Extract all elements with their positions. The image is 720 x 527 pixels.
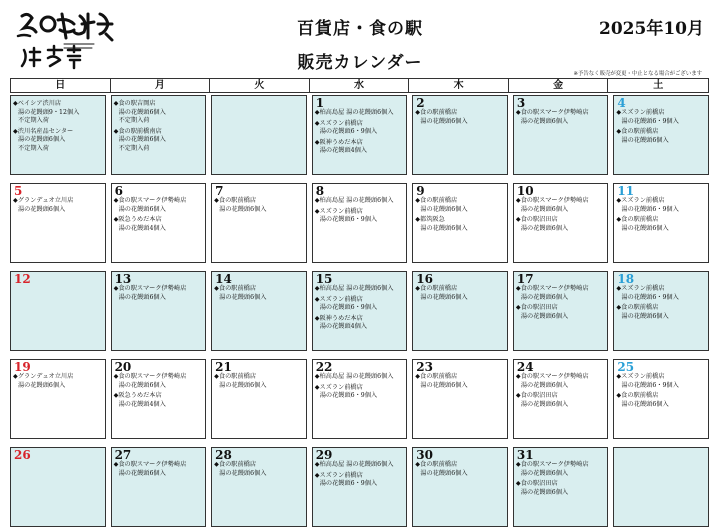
store-name: ◆食の駅吉岡店 xyxy=(113,100,156,107)
store-name: ◆グランデュオ立川店 xyxy=(13,197,74,204)
product-info: 湯の花饅頭6個入 xyxy=(118,108,166,116)
sales-entry xyxy=(315,472,405,489)
sales-entry xyxy=(415,109,505,126)
empty-cell xyxy=(10,95,106,175)
sales-entry xyxy=(315,296,405,313)
day-cell-16 xyxy=(412,271,508,351)
day-number: 26 xyxy=(14,448,31,462)
store-name: ◆食の駅沼田店 xyxy=(515,392,558,400)
store-name: ◆食の駅前橋南店 xyxy=(113,127,162,135)
store-name: ◆食の駅沼田店 xyxy=(515,216,558,224)
product-info: 湯の花饅頭6個入 xyxy=(420,293,468,301)
product-info: 湯の花饅頭6個入 xyxy=(219,469,267,477)
day-number: 6 xyxy=(114,184,123,198)
product-info: 湯の花饅頭6個入 xyxy=(520,293,569,301)
store-name: ◆食の駅スマーク伊勢崎店 xyxy=(113,285,187,292)
store-name: ◆食の駅スマーク伊勢崎店 xyxy=(113,461,187,468)
store-name: ◆食の駅前橋店 xyxy=(616,216,659,224)
store-name: ◆柏高島屋 湯の花饅頭6個入 xyxy=(314,461,394,468)
day-number: 31 xyxy=(516,448,534,462)
product-info: 湯の花饅頭6個入 xyxy=(621,136,669,144)
weekday-thu: 木 xyxy=(409,79,509,92)
product-info: 湯の花饅頭6個入 xyxy=(621,224,669,232)
day-cell-9 xyxy=(412,183,508,263)
sales-entry xyxy=(114,197,204,214)
product-info: 不定期入荷 xyxy=(18,117,49,125)
sales-entry xyxy=(315,461,405,470)
store-name: ◆食の駅前橋店 xyxy=(214,373,257,380)
notice-text: ※予告なく販売が変更・中止となる場合がございます xyxy=(573,71,702,77)
product-info: 湯の花饅頭6個入 xyxy=(118,293,166,301)
sales-entry xyxy=(315,208,405,225)
store-name: ◆食の駅前橋店 xyxy=(616,392,659,400)
sales-entry xyxy=(415,373,505,390)
day-cell-20 xyxy=(111,359,207,439)
product-info: 湯の花饅頭6個入 xyxy=(420,469,468,477)
day-cell-10 xyxy=(513,183,609,263)
sales-entry xyxy=(516,216,606,233)
sales-entry xyxy=(114,285,204,302)
product-info: 湯の花饅頭6・9個入 xyxy=(319,392,378,400)
product-info: 湯の花饅頭6個入 xyxy=(420,224,468,232)
sales-entry xyxy=(114,392,204,409)
store-name: ◆食の駅前橋店 xyxy=(616,304,659,312)
sales-entry xyxy=(616,392,706,409)
product-info: 湯の花饅頭6個入 xyxy=(520,117,569,125)
product-info: 湯の花饅頭6個入 xyxy=(420,381,468,389)
day-number: 27 xyxy=(114,448,132,462)
product-info: 湯の花饅頭6個入 xyxy=(520,381,569,389)
day-cell-11 xyxy=(613,183,709,263)
day-cell-30 xyxy=(412,447,508,527)
store-name: ◆食の駅前橋店 xyxy=(616,128,659,136)
day-number: 3 xyxy=(516,96,526,110)
day-cell-25 xyxy=(613,359,709,439)
sales-entry xyxy=(315,384,405,401)
store-name: ◆阪神うめだ本店 xyxy=(314,138,363,146)
product-info: 湯の花饅頭6個入 xyxy=(520,312,569,320)
store-name: ◆食の駅前橋店 xyxy=(214,285,257,292)
store-name: ◆スズラン前橋店 xyxy=(314,295,363,303)
product-info: 湯の花饅頭6個入 xyxy=(118,136,166,144)
day-number: 18 xyxy=(617,272,635,286)
product-info: 湯の花饅頭6個入 xyxy=(18,205,66,213)
product-info: 湯の花饅頭6個入 xyxy=(420,205,468,213)
store-name: ◆グランデュオ立川店 xyxy=(13,373,74,380)
store-name: ◆スズラン前橋店 xyxy=(616,285,665,292)
day-number: 24 xyxy=(516,360,534,374)
sales-entry xyxy=(516,109,606,126)
day-cell-3 xyxy=(513,95,609,175)
store-name: ◆スズラン前橋店 xyxy=(314,383,363,391)
sales-entry xyxy=(516,392,606,409)
day-cell-31 xyxy=(513,447,609,527)
product-info: 湯の花饅頭6個入 xyxy=(219,381,267,389)
day-cell-27 xyxy=(111,447,207,527)
sales-entry xyxy=(315,315,405,332)
sales-entry xyxy=(616,304,706,321)
store-name: ◆ベイシア渋川店 xyxy=(13,100,62,107)
product-info: 湯の花饅頭4個入 xyxy=(118,224,166,232)
store-name: ◆食の駅スマーク伊勢崎店 xyxy=(515,285,589,292)
product-info: 湯の花饅頭6・9個入 xyxy=(319,216,378,224)
store-name: ◆食の駅沼田店 xyxy=(515,304,558,312)
product-info: 湯の花饅頭4個入 xyxy=(319,147,367,155)
sales-entry xyxy=(415,197,505,214)
store-name: ◆柏高島屋 湯の花饅頭6個入 xyxy=(314,109,394,116)
product-info: 湯の花饅頭6・9個入 xyxy=(621,205,679,213)
sales-entry xyxy=(315,373,405,382)
day-number: 8 xyxy=(315,184,325,198)
product-info: 湯の花饅頭6個入 xyxy=(420,117,468,125)
empty-cell xyxy=(613,447,709,527)
sales-entry xyxy=(214,461,304,478)
product-info: 湯の花饅頭6個入 xyxy=(621,312,669,320)
sales-entry xyxy=(13,128,103,154)
store-name: ◆食の駅前橋店 xyxy=(415,285,458,292)
day-cell-8 xyxy=(312,183,408,263)
product-info: 湯の花饅頭4個入 xyxy=(118,400,166,408)
day-number: 30 xyxy=(416,448,433,462)
store-name: ◆食の駅前橋店 xyxy=(214,197,257,204)
sales-entry xyxy=(616,128,706,145)
store-name: ◆食の駅スマーク伊勢崎店 xyxy=(515,373,589,380)
day-cell-19 xyxy=(10,359,106,439)
store-name: ◆食の駅スマーク伊勢崎店 xyxy=(113,373,187,380)
store-name: ◆食の駅スマーク伊勢崎店 xyxy=(515,197,589,204)
day-number: 17 xyxy=(516,272,534,286)
day-cell-23 xyxy=(412,359,508,439)
calendar-title: 販売カレンダー xyxy=(297,53,423,73)
sales-entry xyxy=(315,139,405,156)
sales-entry xyxy=(315,197,405,206)
day-cell-17 xyxy=(513,271,609,351)
product-info: 湯の花饅頭6・9個入 xyxy=(319,480,378,488)
day-cell-21 xyxy=(211,359,307,439)
product-info: 湯の花饅頭6個入 xyxy=(219,293,267,301)
product-info: 湯の花饅頭9・12個入 xyxy=(18,108,80,116)
day-cell-18 xyxy=(613,271,709,351)
store-name: ◆都筑阪急 xyxy=(415,216,445,224)
product-info: 湯の花饅頭6個入 xyxy=(18,136,66,144)
sales-entry xyxy=(114,128,204,154)
store-name: ◆食の駅スマーク伊勢崎店 xyxy=(515,109,589,116)
store-name: ◆スズラン前橋店 xyxy=(314,207,363,215)
day-number: 16 xyxy=(416,272,433,286)
sales-entry xyxy=(616,373,706,390)
store-name: ◆スズラン前橋店 xyxy=(314,471,363,479)
empty-cell xyxy=(211,95,307,175)
product-info: 不定期入荷 xyxy=(118,117,150,125)
product-info: 湯の花饅頭6個入 xyxy=(118,469,166,477)
day-number: 4 xyxy=(617,96,626,110)
day-number: 10 xyxy=(516,184,534,198)
store-name: ◆食の駅前橋店 xyxy=(415,109,458,116)
store-name: ◆食の駅沼田店 xyxy=(515,480,558,488)
day-number: 2 xyxy=(416,96,425,110)
day-cell-4 xyxy=(613,95,709,175)
product-info: 湯の花饅頭6個入 xyxy=(520,469,569,477)
sales-entry xyxy=(616,197,706,214)
weekday-fri: 金 xyxy=(509,79,609,92)
day-number: 12 xyxy=(14,272,31,286)
day-number: 25 xyxy=(617,360,635,374)
calendar xyxy=(10,78,709,527)
sales-entry xyxy=(13,373,103,390)
calendar-grid xyxy=(10,92,709,527)
day-number: 15 xyxy=(315,272,333,286)
sales-entry xyxy=(516,373,606,390)
sales-entry xyxy=(214,373,304,390)
product-info: 湯の花饅頭6・9個入 xyxy=(319,304,378,312)
product-info: 湯の花饅頭6・9個入 xyxy=(319,128,378,136)
day-number: 9 xyxy=(416,184,425,198)
day-number: 13 xyxy=(114,272,132,286)
store-name: ◆食の駅前橋店 xyxy=(214,461,257,468)
sales-entry xyxy=(616,216,706,233)
sales-entry xyxy=(114,100,204,126)
day-cell-5 xyxy=(10,183,106,263)
store-name: ◆阪急うめだ本店 xyxy=(113,392,162,400)
weekday-wed: 水 xyxy=(310,79,410,92)
day-number: 11 xyxy=(617,184,635,198)
store-name: ◆食の駅スマーク伊勢崎店 xyxy=(113,197,187,204)
product-info: 湯の花饅頭6個入 xyxy=(520,400,569,408)
sales-entry xyxy=(214,197,304,214)
product-info: 湯の花饅頭6・9個入 xyxy=(621,293,679,301)
day-cell-12 xyxy=(10,271,106,351)
day-number: 23 xyxy=(416,360,433,374)
weekday-sat: 土 xyxy=(653,80,664,91)
sales-entry xyxy=(315,120,405,137)
store-title: 百貨店・食の駅 xyxy=(297,19,423,39)
product-info: 湯の花饅頭6個入 xyxy=(18,381,66,389)
sales-entry xyxy=(616,109,706,126)
product-info: 湯の花饅頭6・9個入 xyxy=(621,117,679,125)
product-info: 湯の花饅頭4個入 xyxy=(319,323,367,331)
day-cell-2 xyxy=(412,95,508,175)
product-info: 湯の花饅頭6個入 xyxy=(219,205,267,213)
store-name: ◆食の駅前橋店 xyxy=(415,373,458,380)
sales-entry xyxy=(516,285,606,302)
sales-entry xyxy=(114,216,204,233)
store-name: ◆スズラン前橋店 xyxy=(616,197,665,204)
sales-entry xyxy=(214,285,304,302)
day-cell-7 xyxy=(211,183,307,263)
day-number: 7 xyxy=(215,184,224,198)
product-info: 湯の花饅頭6個入 xyxy=(621,400,669,408)
day-cell-26 xyxy=(10,447,106,527)
store-name: ◆渋川名産品センター xyxy=(13,127,74,135)
sales-entry xyxy=(415,285,505,302)
day-cell-22 xyxy=(312,359,408,439)
product-info: 湯の花饅頭6個入 xyxy=(520,224,569,232)
day-cell-28 xyxy=(211,447,307,527)
sales-entry xyxy=(13,197,103,214)
weekday-header xyxy=(10,78,709,92)
day-number: 1 xyxy=(315,96,325,110)
day-cell-6 xyxy=(111,183,207,263)
store-name: ◆スズラン前橋店 xyxy=(616,373,665,380)
sales-entry xyxy=(315,285,405,294)
day-number: 28 xyxy=(215,448,232,462)
sales-entry xyxy=(516,304,606,321)
product-info: 湯の花饅頭6個入 xyxy=(520,205,569,213)
day-number: 22 xyxy=(315,360,333,374)
day-number: 21 xyxy=(215,360,232,374)
product-info: 湯の花饅頭6個入 xyxy=(118,205,166,213)
day-cell-15 xyxy=(312,271,408,351)
product-info: 湯の花饅頭6個入 xyxy=(118,381,166,389)
weekday-mon: 月 xyxy=(111,79,211,92)
month-label: 2025年10月 xyxy=(599,19,704,39)
day-number: 20 xyxy=(114,360,132,374)
sales-entry xyxy=(315,109,405,118)
store-name: ◆阪神うめだ本店 xyxy=(314,314,363,322)
day-cell-1 xyxy=(312,95,408,175)
sales-entry xyxy=(114,461,204,478)
store-name: ◆柏高島屋 湯の花饅頭6個入 xyxy=(314,373,394,380)
day-number: 5 xyxy=(14,184,23,198)
day-cell-24 xyxy=(513,359,609,439)
weekday-sun: 日 xyxy=(11,79,111,92)
day-number: 14 xyxy=(215,272,232,286)
day-number: 19 xyxy=(14,360,31,374)
product-info: 不定期入荷 xyxy=(118,144,150,152)
sales-entry xyxy=(415,461,505,478)
product-info: 不定期入荷 xyxy=(18,144,49,152)
sales-entry xyxy=(516,197,606,214)
product-info: 湯の花饅頭6・9個入 xyxy=(621,381,679,389)
sales-entry xyxy=(114,373,204,390)
empty-cell xyxy=(111,95,207,175)
day-cell-14 xyxy=(211,271,307,351)
sales-entry xyxy=(516,480,606,497)
day-number: 29 xyxy=(315,448,333,462)
store-name: ◆阪急うめだ本店 xyxy=(113,216,162,224)
store-name: ◆食の駅前橋店 xyxy=(415,197,458,204)
sales-entry xyxy=(415,216,505,233)
day-cell-29 xyxy=(312,447,408,527)
sales-entry xyxy=(516,461,606,478)
day-cell-13 xyxy=(111,271,207,351)
sales-entry xyxy=(616,285,706,302)
store-name: ◆食の駅スマーク伊勢崎店 xyxy=(515,461,589,468)
store-name: ◆スズラン前橋店 xyxy=(616,109,665,116)
store-name: ◆食の駅前橋店 xyxy=(415,461,458,468)
sales-entry xyxy=(13,100,103,126)
store-name: ◆柏高島屋 湯の花饅頭6個入 xyxy=(314,197,394,204)
product-info: 湯の花饅頭6個入 xyxy=(520,488,569,496)
store-name: ◆スズラン前橋店 xyxy=(314,119,363,127)
weekday-tue: 火 xyxy=(210,79,310,92)
store-name: ◆柏高島屋 湯の花饅頭6個入 xyxy=(314,285,394,292)
